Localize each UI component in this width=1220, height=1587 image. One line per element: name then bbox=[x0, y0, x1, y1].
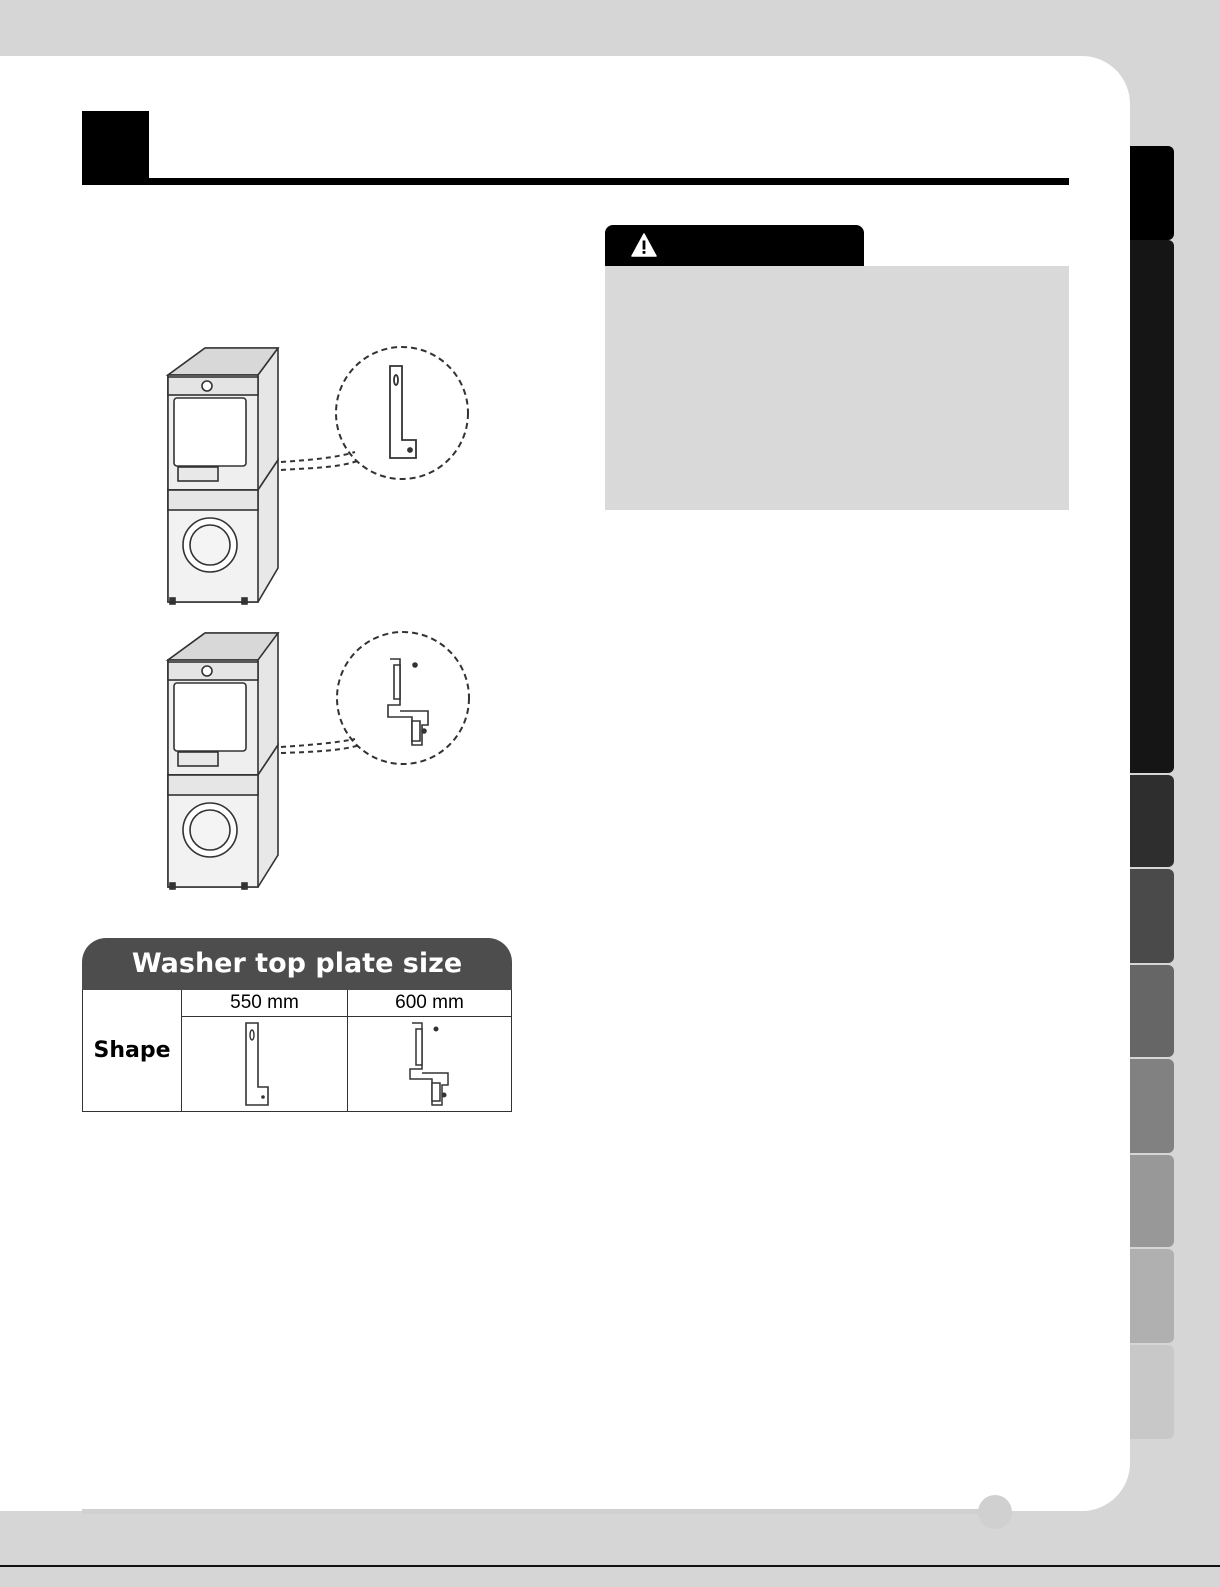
footer-rule bbox=[82, 1509, 982, 1514]
bracket-550-icon bbox=[182, 1017, 347, 1111]
stacked-dryer-washer-600-illustration bbox=[150, 625, 480, 900]
chapter-tab-9[interactable] bbox=[1130, 1345, 1174, 1439]
chapter-tab-4[interactable] bbox=[1130, 869, 1174, 963]
chapter-tab-6[interactable] bbox=[1130, 1059, 1174, 1153]
page-number-badge bbox=[978, 1495, 1012, 1529]
page-corner-block bbox=[1040, 1511, 1220, 1587]
washer-top-plate-table bbox=[82, 938, 512, 1113]
stacked-dryer-washer-550-illustration bbox=[150, 340, 480, 610]
bracket-550-cell bbox=[182, 1017, 348, 1111]
column-550mm: 550 mm bbox=[182, 990, 348, 1017]
chapter-tab-1[interactable] bbox=[1130, 146, 1174, 240]
bottom-edge bbox=[0, 1565, 1220, 1567]
warning-body bbox=[605, 266, 1069, 510]
warning-header bbox=[605, 225, 864, 266]
bracket-600-cell bbox=[348, 1017, 511, 1111]
warning-triangle-icon bbox=[631, 233, 657, 257]
table-header: Washer top plate size bbox=[82, 938, 512, 990]
section-number-box bbox=[82, 111, 149, 183]
column-600mm: 600 mm bbox=[348, 990, 511, 1017]
section-title-rule bbox=[82, 178, 1069, 185]
chapter-tab-7[interactable] bbox=[1130, 1155, 1174, 1247]
chapter-tab-8[interactable] bbox=[1130, 1249, 1174, 1343]
row-label-shape: Shape bbox=[83, 990, 182, 1111]
chapter-tab-2-active[interactable] bbox=[1130, 240, 1174, 773]
bracket-600-icon bbox=[348, 1017, 511, 1111]
table-grid bbox=[82, 990, 512, 1112]
chapter-tab-5[interactable] bbox=[1130, 965, 1174, 1057]
chapter-tab-3[interactable] bbox=[1130, 775, 1174, 867]
